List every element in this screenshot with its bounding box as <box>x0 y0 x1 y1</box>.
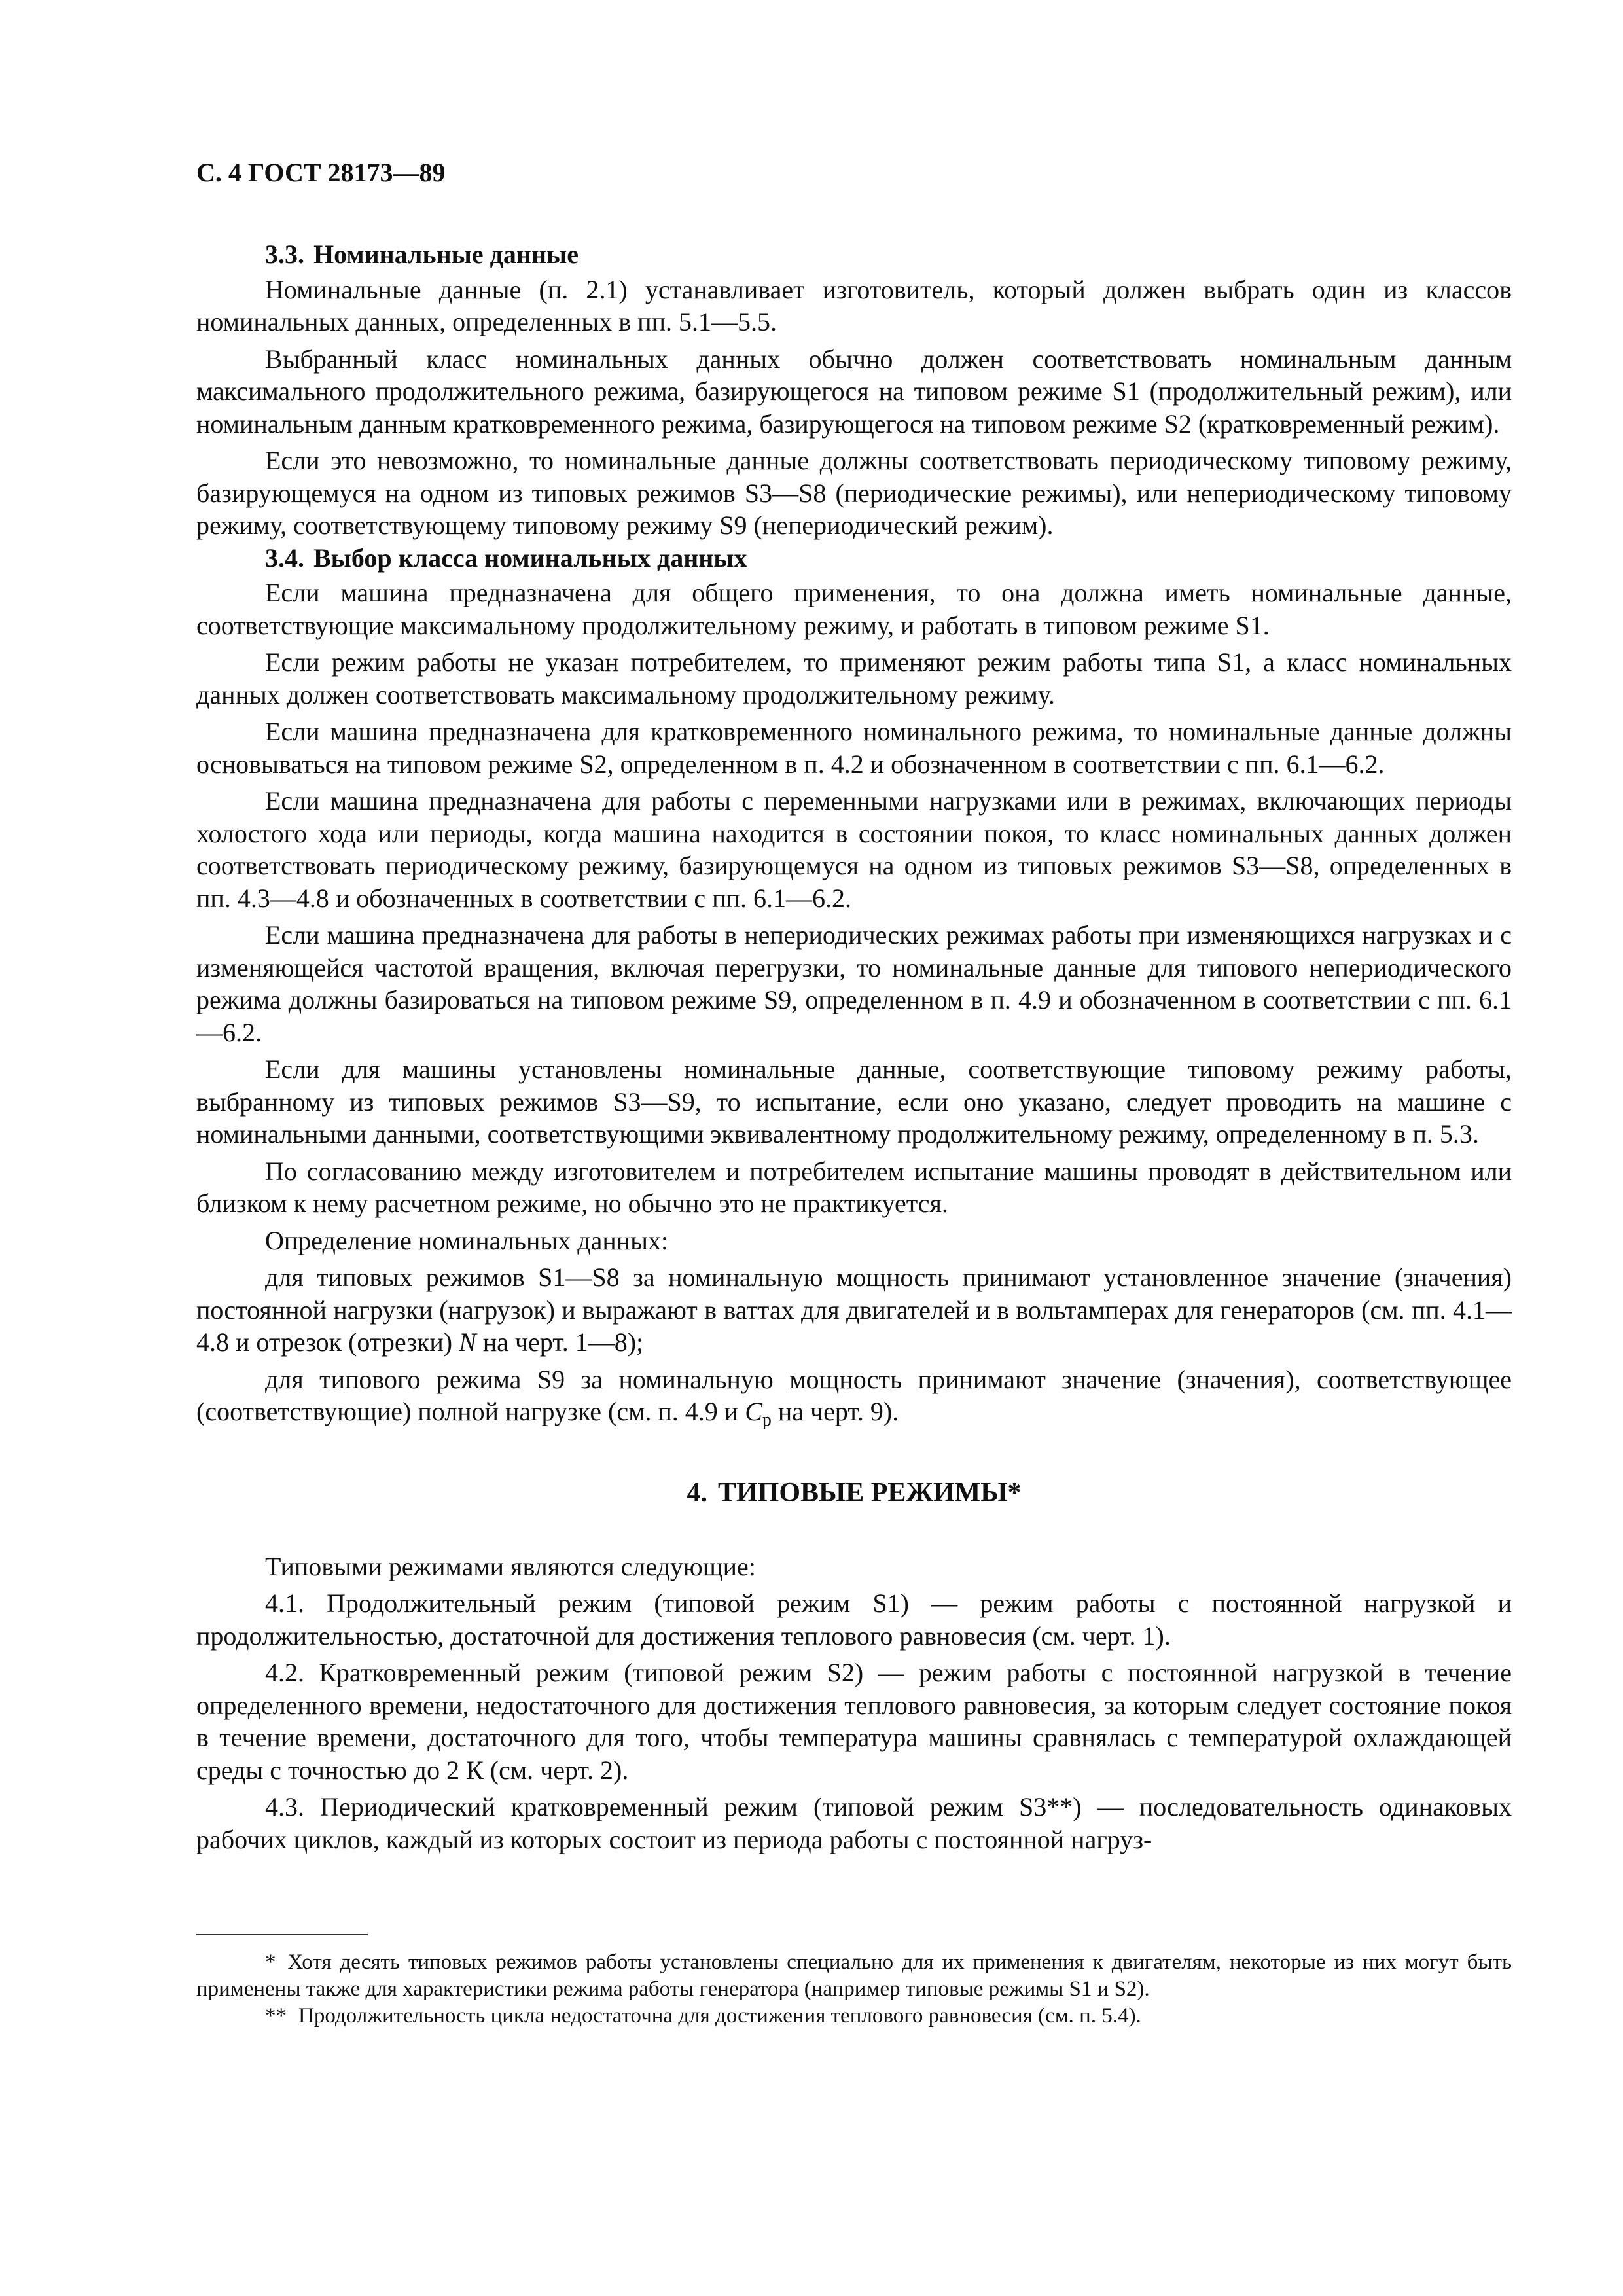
definition-s1-s8 <box>196 1261 1512 1359</box>
paragraph: Номинальные данные (п. 2.1) устанавливает изготовитель, который должен выбрать один из классов номинальных данных, определенных в пп. 5.1—5.5. <box>196 274 1512 336</box>
paragraph: Если машина предназначена для работы с переменными нагрузками или в режимах, включающих периоды холостого хода или периоды, когда машина находится в состоянии покоя, то класс номинальных данных должен соответствовать периодическому режиму, базирующемуся на одном из типовых режимов S3—S8, определенных в пп. 4.3—4.8 и обозначенных в соответствии с пп. 6.1—6.2. <box>196 786 1512 913</box>
paragraph: Если режим работы не указан потребителем, то применяют режим работы типа S1, а класс номинальных данных должен соответствовать максимальному продолжительному режиму. <box>196 647 1512 709</box>
page-header: С. 4 ГОСТ 28173—89 <box>196 158 446 187</box>
definition-text: для типовых режимов S1—S8 за номинальную мощность принимают установленное значение (значения) постоянной нагрузки (нагрузок) и выражают в ваттах для двигателей и в вольтамперах для генераторов (см. пп. 4.1—4.8 и отрезок (отрезки) <box>196 1263 1512 1357</box>
section-3-4-heading <box>196 542 1512 575</box>
section-3-4-number: 3.4. <box>265 543 304 573</box>
paragraph: Если машина предназначена для общего применения, то она должна иметь номинальные данные, соответствующие максимальному продолжительному режиму, и работать в типовом режиме S1. <box>196 578 1512 640</box>
footnote <box>196 2003 1512 2030</box>
section-3-3-heading <box>196 238 1512 271</box>
paragraph: Если машина предназначена для кратковременного номинального режима, то номинальные данные должны основываться на типовом режиме S2, определенном в п. 4.2 и обозначенном в соответствии с пп. 6.1—6.2. <box>196 717 1512 779</box>
footnote-divider <box>196 1934 368 1935</box>
section-4-title: ТИПОВЫЕ РЕЖИМЫ* <box>717 1477 1022 1508</box>
footnote-mark: * <box>265 1950 276 1974</box>
footnote-mark: ** <box>265 2004 287 2028</box>
paragraph: Если для машины установлены номинальные данные, соответствующие типовому режиму работы, выбранному из типовых режимов S3—S9, то испытание, если оно указано, следует проводить на машине с номинальными данными, соответствующими эквивалентному продолжительному режиму, определенному в п. 5.3. <box>196 1054 1512 1149</box>
list-item: 4.2. Кратковременный режим (типовой режим S2) — режим работы с постоянной нагрузкой в течение определенного времени, недостаточного для достижения теплового равновесия, за которым следует состояние покоя в течение времени, достаточного для того, чтобы температура машины сравнялась с температурой охлаждающей среды с точностью до 2 К (см. черт. 2). <box>196 1658 1512 1785</box>
section-4-heading <box>196 1475 1512 1511</box>
paragraph: По согласованию между изготовителем и потребителем испытание машины проводят в действительном или близком к нему расчетном режиме, но обычно это не практикуется. <box>196 1156 1512 1218</box>
footnotes <box>196 1949 1512 2030</box>
footnote <box>196 1949 1512 2003</box>
section-3-4-title: Выбор класса номинальных данных <box>313 543 747 573</box>
paragraph: Выбранный класс номинальных данных обычно должен соответствовать номинальным данным максимального продолжительного режима, базирующегося на типовом режиме S1 (продолжительный режим), или номинальным данным кратковременного режима, базирующегося на типовом режиме S2 (кратковременный режим). <box>196 344 1512 439</box>
definition-text: на черт. 9). <box>771 1397 899 1426</box>
section-4-number: 4. <box>687 1477 707 1508</box>
list-item: 4.1. Продолжительный режим (типовой режим S1) — режим работы с постоянной нагрузкой и продолжительностью, достаточной для достижения теплового равновесия (см. черт. 1). <box>196 1588 1512 1651</box>
symbol-n: N <box>459 1327 476 1357</box>
definition-text: на черт. 1—8); <box>476 1327 644 1357</box>
definition-text: для типового режима S9 за номинальную мощность принимают значение (значения), соответствующее (соответствующие) полной нагрузке (см. п. 4.9 и <box>196 1364 1512 1426</box>
footnote-text: Хотя десять типовых режимов работы установлены специально для их применения к двигателям, некоторые из них могут быть применены также для характеристики режима работы генератора (например типовые режимы S1 и S2). <box>196 1950 1512 2001</box>
symbol-c: C <box>745 1397 762 1426</box>
symbol-c-subscript: p <box>762 1410 772 1430</box>
paragraph: Если это невозможно, то номинальные данные должны соответствовать периодическому типовому режиму, базирующемуся на одном из типовых режимов S3—S8 (периодические режимы), или непериодическому типовому режиму, соответствующему типовому режиму S9 (непериодический режим). <box>196 446 1512 540</box>
paragraph: Типовыми режимами являются следующие: <box>265 1551 756 1581</box>
list-item: 4.3. Периодический кратковременный режим (типовой режим S3**) — последовательность одинаковых рабочих циклов, каждый из которых состоит из периода работы с постоянной нагруз- <box>196 1792 1512 1854</box>
section-3-3-title: Номинальные данные <box>313 240 579 269</box>
definition-s9 <box>196 1363 1512 1437</box>
section-3-3-number: 3.3. <box>265 240 304 269</box>
footnote-text: Продолжительность цикла недостаточна для достижения теплового равновесия (см. п. 5.4). <box>298 2004 1141 2028</box>
paragraph: Если машина предназначена для работы в непериодических режимах работы при изменяющихся нагрузках и с изменяющейся частотой вращения, включая перегрузки, то номинальные данные для типового непериодического режима должны базироваться на типовом режиме S9, определенном в п. 4.9 и обозначенном в соответствии с пп. 6.1—6.2. <box>196 920 1512 1047</box>
paragraph: Определение номинальных данных: <box>265 1225 669 1255</box>
page-body <box>196 154 1512 1860</box>
